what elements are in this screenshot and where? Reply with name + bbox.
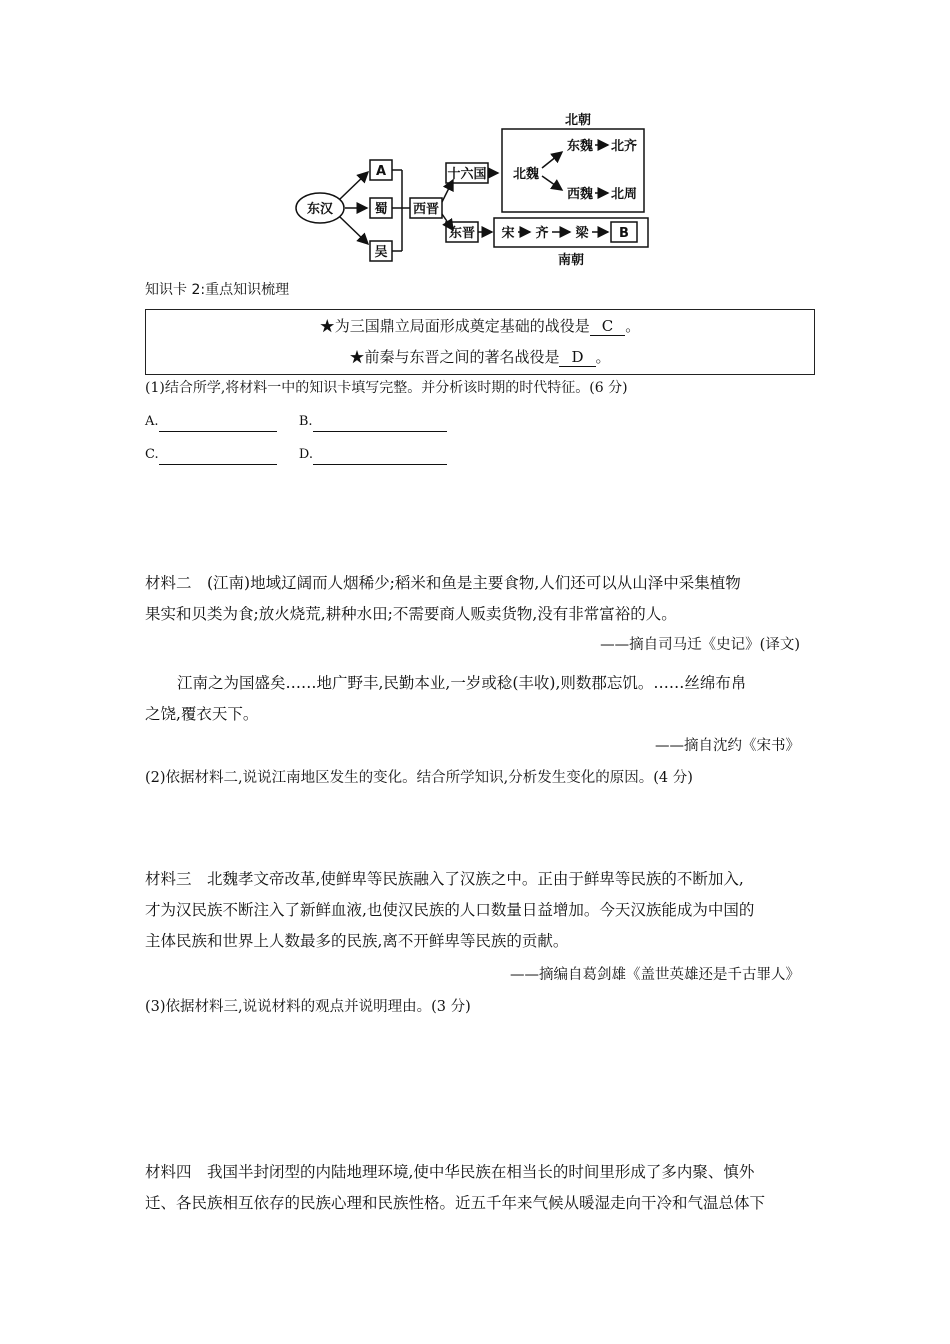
material-2-line-3: 江南之为国盛矣……地广野丰,民勤本业,一岁或稔(丰收),则数郡忘饥。……丝绵布帛 [177, 674, 747, 692]
card-line-1-prefix: ★为三国鼎立局面形成奠定基础的战役是 [319, 317, 590, 335]
answer-row-ab [145, 412, 447, 432]
bei-chao-title: 北朝 [564, 113, 592, 128]
material-2-line-4: 之饶,覆衣天下。 [145, 705, 259, 723]
answer-b-line[interactable] [313, 417, 447, 432]
dong-wei-label: 东魏 [566, 139, 594, 154]
blank-d: D [559, 348, 595, 367]
answer-a-label: A. [145, 414, 159, 429]
card-line-1 [146, 315, 814, 336]
dynasty-flow-diagram [290, 108, 670, 273]
material-3-line-2: 才为汉民族不断注入了新鲜血液,也使汉民族的人口数量日益增加。今天汉族能成为中国的 [145, 901, 755, 919]
material-3-line-3: 主体民族和世界上人数最多的民族,离不开鲜卑等民族的贡献。 [145, 932, 569, 950]
song-label: 宋 [501, 226, 515, 241]
card-title: 知识卡 2:重点知识梳理 [145, 282, 290, 298]
material-3-line-1: 材料三 北魏孝文帝改革,使鲜卑等民族融入了汉族之中。正由于鲜卑等民族的不断加入, [145, 870, 744, 888]
box-b-label: B [619, 226, 629, 241]
material-4-line-1: 材料四 我国半封闭型的内陆地理环境,使中华民族在相当长的时间里形成了多内聚、慎外 [145, 1163, 755, 1181]
material-2-line-1: 材料二 (江南)地域辽阔而人烟稀少;稻米和鱼是主要食物,人们还可以从山泽中采集植物 [145, 574, 741, 592]
shu-label: 蜀 [374, 202, 388, 217]
card-line-2-prefix: ★前秦与东晋之间的著名战役是 [349, 348, 560, 366]
bei-qi-label: 北齐 [610, 139, 638, 154]
nan-chao-title: 南朝 [557, 253, 585, 268]
bei-wei-label: 北魏 [512, 167, 540, 182]
card-line-2-suffix: 。 [595, 348, 611, 366]
answer-c-line[interactable] [159, 450, 277, 465]
card-line-2 [146, 346, 814, 367]
knowledge-card [145, 309, 815, 375]
xi-wei-label: 西魏 [566, 187, 594, 202]
box-a-label: A [375, 164, 387, 179]
card-line-1-suffix: 。 [625, 317, 641, 335]
material-2-source-2: ——摘自沈约《宋书》 [655, 738, 800, 754]
question-3: (3)依据材料三,说说材料的观点并说明理由。(3 分) [145, 999, 471, 1015]
liang-label: 梁 [575, 226, 589, 241]
xi-jin-label: 西晋 [412, 202, 440, 217]
answer-d-label: D. [298, 447, 313, 462]
material-2-source-1: ——摘自司马迁《史记》(译文) [600, 637, 800, 653]
material-2-line-2: 果实和贝类为食;放火烧荒,耕种水田;不需要商人贩卖货物,没有非常富裕的人。 [145, 605, 677, 623]
blank-c: C [590, 317, 625, 336]
question-2: (2)依据材料二,说说江南地区发生的变化。结合所学知识,分析发生变化的原因。(4 分) [145, 770, 693, 786]
shi-liu-guo-label: 十六国 [447, 167, 487, 182]
answer-a-line[interactable] [159, 417, 277, 432]
material-3-source: ——摘编自葛剑雄《盖世英雄还是千古罪人》 [510, 967, 800, 983]
answer-d-line[interactable] [313, 450, 447, 465]
answer-b-label: B. [298, 414, 313, 429]
question-1: (1)结合所学,将材料一中的知识卡填写完整。并分析该时期的时代特征。(6 分) [145, 380, 628, 396]
bei-zhou-label: 北周 [610, 187, 638, 202]
answer-c-label: C. [145, 447, 159, 462]
answer-row-cd [145, 445, 447, 465]
qi-label: 齐 [535, 226, 549, 241]
dong-jin-label: 东晋 [448, 226, 476, 241]
dong-han-label: 东汉 [306, 202, 334, 217]
wu-label: 吴 [374, 245, 388, 260]
material-4-line-2: 迁、各民族相互依存的民族心理和民族性格。近五千年来气候从暖湿走向干冷和气温总体下 [145, 1194, 766, 1212]
